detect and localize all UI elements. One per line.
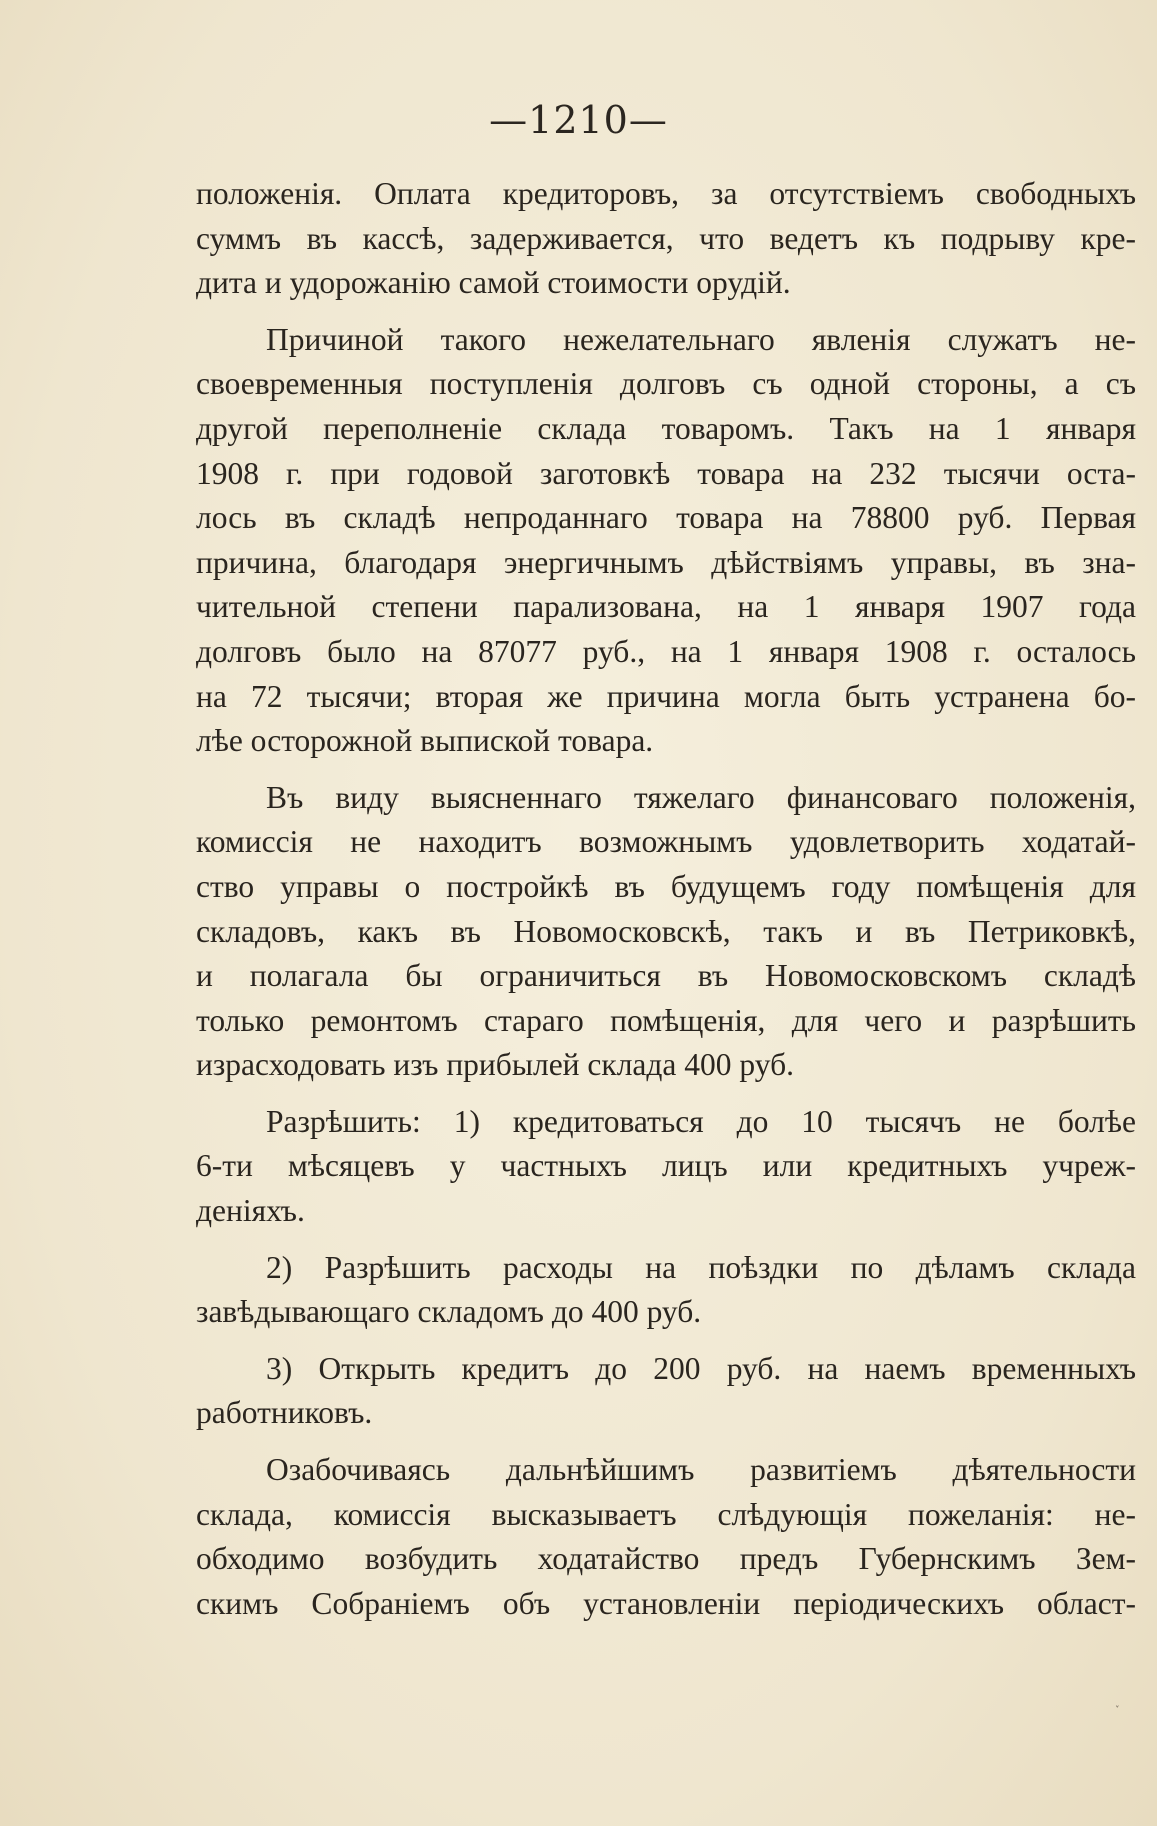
text-line: лось въ складѣ непроданнаго товара на 78800 руб. Первая bbox=[196, 500, 1136, 536]
text-line: и полагала бы ограничиться въ Новомосковскомъ складѣ bbox=[196, 958, 1136, 994]
page-number: —1210— bbox=[489, 98, 668, 142]
paragraph bbox=[196, 1448, 1136, 1626]
text-line: Причиной такого нежелательнаго явленія служатъ не- bbox=[266, 321, 1136, 357]
text-line: долговъ было на 87077 руб., на 1 января 1908 г. осталось bbox=[196, 633, 1136, 669]
text-line: завѣдывающаго складомъ до 400 руб. bbox=[196, 1294, 702, 1330]
text-line: работниковъ. bbox=[196, 1395, 373, 1431]
text-line: склада, комиссія высказываетъ слѣдующія пожеланія: не- bbox=[196, 1496, 1136, 1532]
text-line: на 72 тысячи; вторая же причина могла быть устранена бо- bbox=[196, 678, 1136, 714]
text-line: обходимо возбудить ходатайство предъ Губернскимъ Зем- bbox=[196, 1541, 1136, 1577]
text-line: суммъ въ кассѣ, задерживается, что ведетъ къ подрыву кре- bbox=[196, 220, 1136, 256]
text-line: скимъ Собраніемъ объ установленіи періодическихъ област- bbox=[196, 1585, 1136, 1621]
text-line: чительной степени парализована, на 1 января 1907 года bbox=[196, 589, 1136, 625]
text-line: положенія. Оплата кредиторовъ, за отсутствіемъ свободныхъ bbox=[196, 176, 1136, 211]
text-line: Въ виду выясненнаго тяжелаго финансоваго положенія, bbox=[266, 779, 1136, 815]
paragraph bbox=[196, 172, 1136, 306]
text-line: своевременныя поступленія долговъ съ одной стороны, а съ bbox=[196, 366, 1136, 402]
paragraph bbox=[196, 1347, 1136, 1436]
text-line: Озабочиваясь дальнѣйшимъ развитіемъ дѣятельности bbox=[266, 1452, 1136, 1488]
text-line: 6-ти мѣсяцевъ у частныхъ лицъ или кредитныхъ учреж- bbox=[196, 1148, 1136, 1184]
text-line: другой переполненіе склада товаромъ. Такъ на 1 января bbox=[196, 410, 1136, 446]
text-line: складовъ, какъ въ Новомосковскѣ, такъ и въ Петриковкѣ, bbox=[196, 913, 1136, 949]
paragraph bbox=[196, 1100, 1136, 1234]
text-line: деніяхъ. bbox=[196, 1193, 305, 1229]
text-line: причина, благодаря энергичнымъ дѣйствіямъ управы, въ зна- bbox=[196, 544, 1136, 580]
text-line: 3) Открыть кредитъ до 200 руб. на наемъ временныхъ bbox=[266, 1350, 1136, 1386]
paragraph bbox=[196, 318, 1136, 764]
text-line: только ремонтомъ стараго помѣщенія, для чего и разрѣшить bbox=[196, 1002, 1136, 1038]
text-line: дита и удорожанію самой стоимости орудій. bbox=[196, 265, 791, 301]
body-text bbox=[196, 172, 1136, 1626]
text-line: лѣе осторожной выпиской товара. bbox=[196, 723, 654, 759]
text-line: Разрѣшить: 1) кредитоваться до 10 тысячъ не болѣе bbox=[266, 1103, 1136, 1139]
text-line: 1908 г. при годовой заготовкѣ товара на 232 тысячи оста- bbox=[196, 455, 1136, 491]
paragraph bbox=[196, 776, 1136, 1088]
text-line: 2) Разрѣшить расходы на поѣздки по дѣламъ склада bbox=[266, 1249, 1136, 1285]
text-line: комиссія не находитъ возможнымъ удовлетворить ходатай- bbox=[196, 824, 1136, 860]
text-line: израсходовать изъ прибылей склада 400 руб. bbox=[196, 1047, 794, 1083]
corner-mark: ˯ bbox=[1115, 1693, 1120, 1709]
paragraph bbox=[196, 1246, 1136, 1335]
text-line: ство управы о постройкѣ въ будущемъ году помѣщенія для bbox=[196, 868, 1136, 904]
